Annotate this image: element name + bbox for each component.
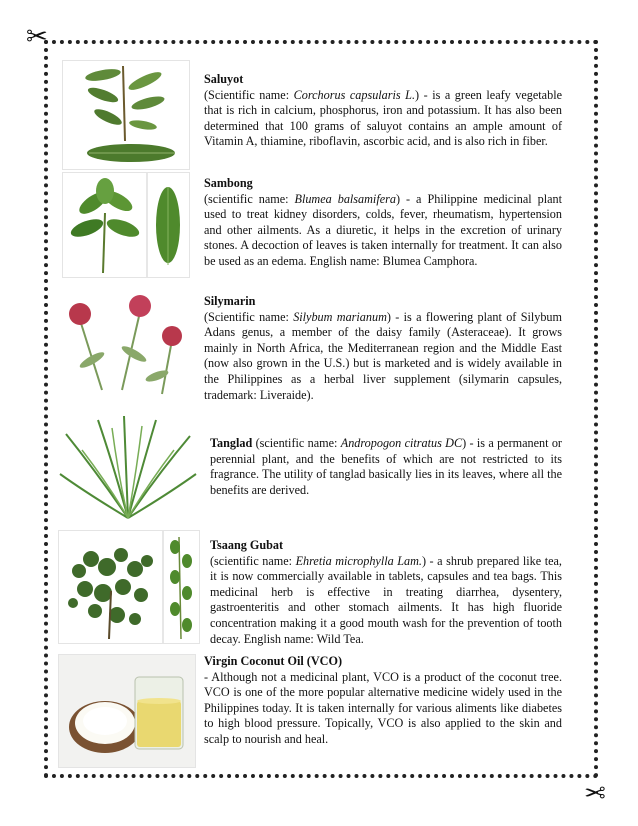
- scissors-icon: ✂: [584, 776, 606, 806]
- silymarin-title: Silymarin: [204, 294, 256, 308]
- tsaang-gubat-scientific-name: Ehretia microphylla Lam.: [295, 553, 422, 568]
- silymarin-body: ) - is a flowering plant of Silybum Adans genus, a member of the daisy family (Asteraceae). It grows mainly in North Africa, the Mediterranean region and the Middle East (now also grown in the U.S.) but is marketed and is widely available in the Philippines as a herbal liver supplement (silymarin capsules, trademark: Liveraide).: [204, 309, 563, 402]
- saluyot-body: ) - is a green leafy vegetable that is rich in calcium, phosphorus, iron and potassium. It has also been determined that 100 grams of saluyot contains an ample amount of Vitamin A, thiamine, riboflavin, ascorbic acid, and is also rich in fiber.: [204, 87, 562, 149]
- scissors-icon: ✂: [26, 22, 48, 52]
- tanglad-image: [58, 414, 198, 522]
- tanglad-description: [210, 436, 562, 498]
- silymarin-scientific-name: Silybum marianum: [293, 309, 387, 324]
- vco-description: [204, 654, 562, 748]
- saluyot-title: Saluyot: [204, 72, 244, 86]
- sambong-title: Sambong: [204, 176, 253, 190]
- saluyot-prefix: (Scientific name:: [204, 87, 294, 102]
- sambong-prefix: (scientific name:: [204, 191, 295, 206]
- tsaang-gubat-body: ) - a shrub prepared like tea, it is now commercially available in tablets, capsules and tea bags. This medicinal herb is effective in treating diarrhea, dysentery, gastroenteritis and other stomach ailments. It has high fluoride concentration making it a good mouth wash for the prevention of tooth decay. English name: Wild Tea.: [210, 553, 562, 646]
- silymarin-prefix: (Scientific name:: [204, 309, 294, 324]
- sambong-scientific-name: Blumea balsamifera: [294, 191, 396, 206]
- sambong-body: ) - a Philippine medicinal plant used to treat kidney disorders, colds, fever, rheumatism, hypertension and other ailments. As a diuretic, it helps in the excretion of urinary stones. A decoction of leaves is taken internally for treatment. It can also be used as an edema. English name: Blumea Camphora.: [204, 191, 562, 268]
- tsaang-gubat-prefix: (scientific name:: [210, 553, 296, 568]
- tsaang-gubat-title: Tsaang Gubat: [210, 538, 284, 552]
- virgin-coconut-oil-image: [58, 654, 196, 768]
- saluyot-description: [204, 72, 562, 150]
- vco-title: Virgin Coconut Oil (VCO): [204, 654, 343, 668]
- tanglad-body: ) - is a permanent or perennial plant, and the benefits of which are not restricted to its fragrance. The utility of tanglad basically lies in its leaves, where all the benefits are derived.: [210, 436, 562, 497]
- tanglad-prefix: (scientific name:: [252, 436, 341, 450]
- vco-body: - Although not a medicinal plant, VCO is a product of the coconut tree. VCO is one of the more popular alternative medicine widely used in the Philippines today. It is taken internally for various aliments like diabetes to high blood pressure. Topically, VCO is also applied to the skin and scalp to nourish and heal.: [204, 669, 562, 746]
- silymarin-image: [62, 290, 188, 398]
- tanglad-title: Tanglad: [210, 436, 253, 450]
- sambong-image: [62, 172, 190, 278]
- tanglad-scientific-name: Andropogon citratus DC: [340, 436, 463, 450]
- silymarin-description: [204, 294, 562, 403]
- saluyot-scientific-name: Corchorus capsularis L.: [293, 87, 415, 102]
- saluyot-image: [62, 60, 190, 170]
- tsaang-gubat-description: [210, 538, 562, 647]
- tsaang-gubat-image: [58, 530, 200, 644]
- sambong-description: [204, 176, 562, 270]
